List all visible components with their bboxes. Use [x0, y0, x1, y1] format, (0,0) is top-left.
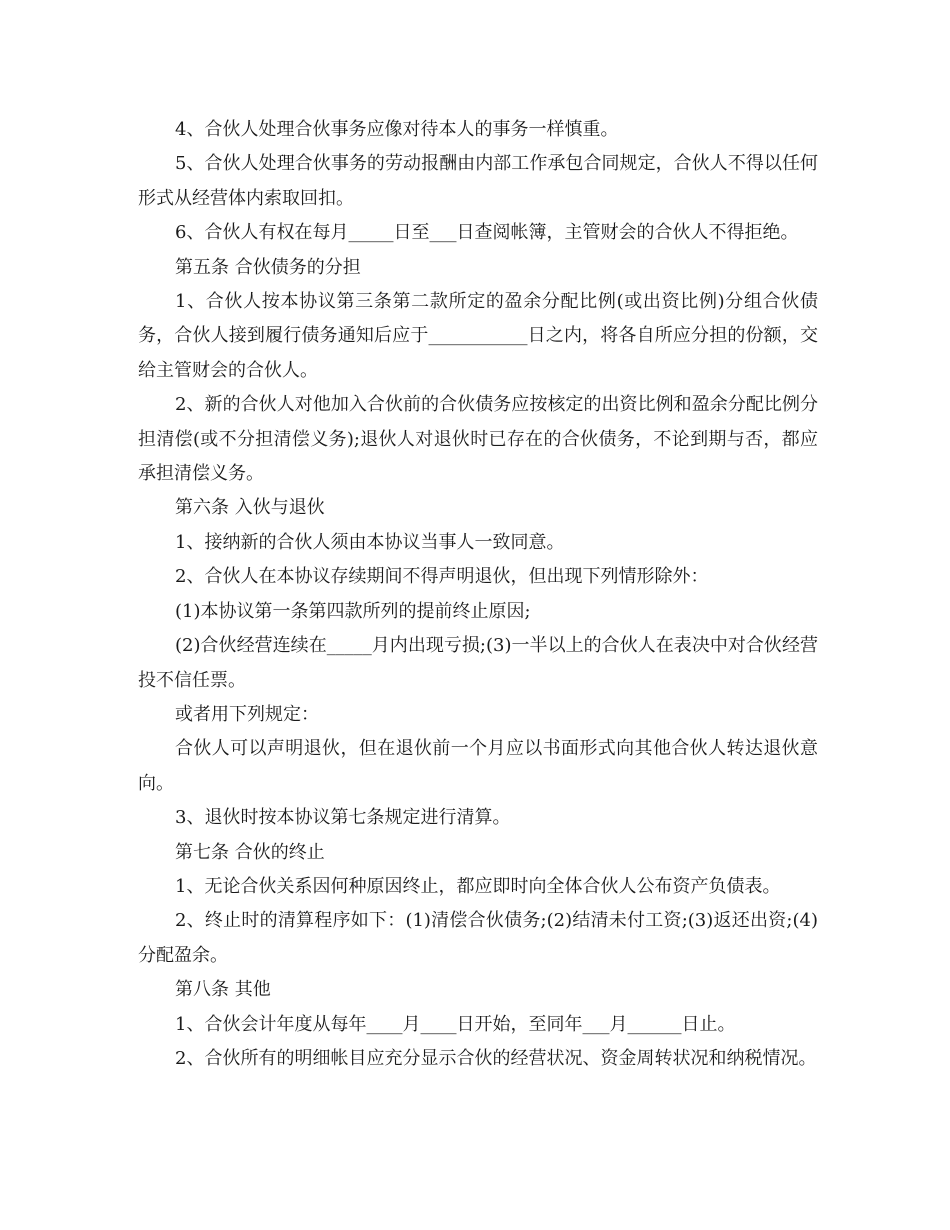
clause-paragraph: 5、合伙人处理合伙事务的劳动报酬由内部工作承包合同规定，合伙人不得以任何形式从经营体内索取回扣。 [138, 153, 818, 209]
clause-paragraph: 1、接纳新的合伙人须由本协议当事人一致同意。 [175, 531, 565, 553]
article-heading-5: 第五条 合伙债务的分担 [175, 256, 361, 278]
clause-paragraph: 合伙人可以声明退伙，但在退伙前一个月应以书面形式向其他合伙人转达退伙意向。 [138, 738, 818, 794]
clause-paragraph: 2、合伙所有的明细帐目应充分显示合伙的经营状况、资金周转状况和纳税情况。 [175, 1047, 817, 1069]
article-heading-7: 第七条 合伙的终止 [175, 841, 325, 863]
clause-paragraph: 2、合伙人在本协议存续期间不得声明退伙，但出现下列情形除外： [175, 566, 709, 588]
article-heading-8: 第八条 其他 [175, 979, 271, 1001]
article-heading-6: 第六条 入伙与退伙 [175, 497, 325, 519]
clause-paragraph: 1、合伙会计年度从每年____月____日开始，至同年___月______日止。 [175, 1013, 736, 1035]
clause-paragraph: 2、终止时的清算程序如下：(1)清偿合伙债务;(2)结清未付工资;(3)返还出资;(4)分配盈余。 [138, 910, 818, 966]
clause-paragraph: 3、退伙时按本协议第七条规定进行清算。 [175, 807, 511, 829]
clause-paragraph: 或者用下列规定： [175, 703, 319, 725]
clause-paragraph: 2、新的合伙人对他加入合伙前的合伙债务应按核定的出资比例和盈余分配比例分担清偿(或不分担清偿义务);退伙人对退伙时已存在的合伙债务，不论到期与否，都应承担清偿义务。 [138, 394, 818, 485]
clause-paragraph: 4、合伙人处理合伙事务应像对待本人的事务一样慎重。 [175, 119, 619, 140]
clause-paragraph: 6、合伙人有权在每月_____日至___日查阅帐簿，主管财会的合伙人不得拒绝。 [175, 222, 799, 244]
clause-paragraph: (1)本协议第一条第四款所列的提前终止原因; [175, 600, 531, 622]
clause-paragraph: (2)合伙经营连续在_____月内出现亏损;(3)一半以上的合伙人在表决中对合伙经营投不信任票。 [138, 635, 818, 691]
document-body [138, 113, 818, 1076]
clause-paragraph: 1、无论合伙关系因何种原因终止，都应即时向全体合伙人公布资产负债表。 [175, 875, 781, 897]
clause-paragraph: 1、合伙人按本协议第三条第二款所定的盈余分配比例(或出资比例)分组合伙债务，合伙人接到履行债务通知后应于___________日之内，将各自所应分担的份额，交给主管财会的合伙人。 [138, 291, 818, 381]
